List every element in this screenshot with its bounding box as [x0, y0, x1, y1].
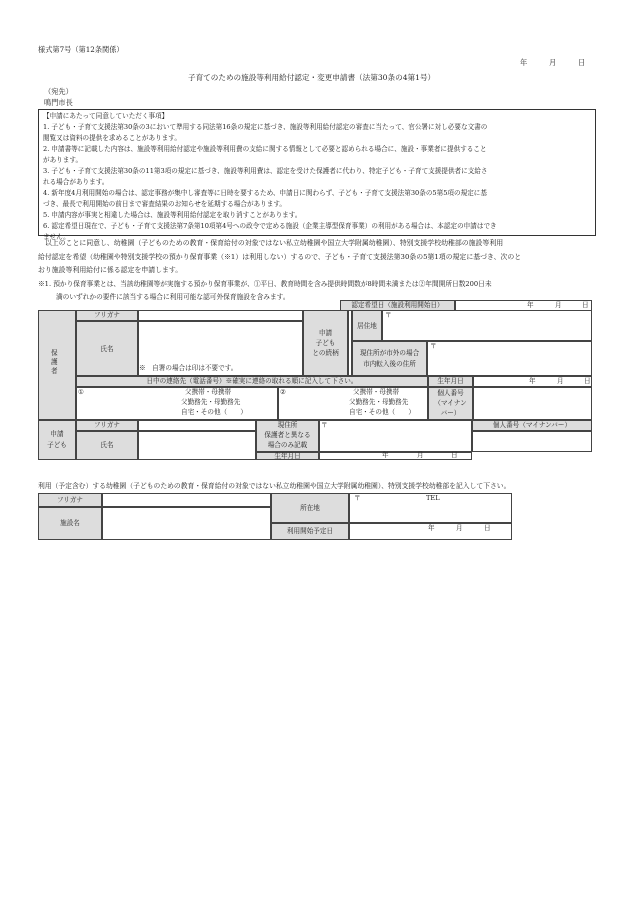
- facility-start-label: 利用開始予定日: [271, 523, 349, 540]
- postal-mark: 〒: [430, 342, 437, 350]
- facility-furigana-label: フリガナ: [38, 493, 102, 507]
- child-address-text: 現住所: [277, 421, 298, 429]
- contact-option: 父勤務先・母勤務先: [181, 398, 241, 406]
- child-mynumber-label: 個人番号（マイナンバー）: [472, 420, 592, 431]
- start-month-label: 月: [456, 524, 463, 532]
- consent-line: 4. 新年度4月利用開始の場合は、認定事務が集中し審査等に日時を要するため、申請日に関わらず、子ども・子育て支援法第30条の5第5項の規定に基: [43, 189, 487, 197]
- child-furigana-input[interactable]: [138, 420, 256, 431]
- child-furigana-label: フリガナ: [76, 420, 138, 431]
- contact-2[interactable]: [278, 387, 428, 420]
- child-label: 子ども: [47, 441, 67, 449]
- relation-label-cell: [303, 310, 348, 376]
- child-name-input[interactable]: [138, 431, 256, 460]
- form-number: 様式第7号（第12条関係）: [38, 45, 124, 54]
- relation-label: 申請: [318, 329, 333, 337]
- mynumber-label: バー）: [440, 409, 461, 417]
- facility-name-input[interactable]: [102, 507, 271, 540]
- date-month: 月: [549, 58, 557, 67]
- contact-option: 父携帯・母携帯: [185, 388, 232, 396]
- address-label: 居住地: [352, 310, 382, 341]
- intro-line: 以上のことに同意し、幼稚園（子どものための教育・保育給付の対象ではない私立幼稚園や国立大学附属幼稚園）、特別支援学校幼稚部の施設等利用: [38, 239, 504, 247]
- date-year: 年: [520, 58, 528, 67]
- moving-in-label-cell: [352, 341, 427, 376]
- consent-line: ません。: [43, 233, 70, 241]
- child-name-label: 氏名: [76, 431, 138, 460]
- tel-label: TEL: [426, 494, 440, 502]
- guardian-label: 保護者: [51, 349, 58, 375]
- facility-name-label: 施設名: [38, 507, 102, 540]
- guardian-birth-label: 生年月日: [428, 376, 473, 387]
- relation-label: 子ども: [315, 339, 336, 347]
- facility-location-label: 所在地: [271, 493, 349, 523]
- contact-1[interactable]: [76, 387, 278, 420]
- consent-line: れる場合があります。: [43, 178, 109, 186]
- intro-note: ※1. 預かり保育事業とは、当該幼稚園等が実施する預かり保育事業が、①平日、教育時間を含み提供時間数が8時間未満または②年間開所日数200日未: [38, 279, 492, 288]
- consent-list: [43, 122, 497, 243]
- desired-month-label: 月: [555, 301, 562, 309]
- facility-location-input[interactable]: [349, 493, 512, 523]
- child-birth-year: 年: [382, 451, 389, 459]
- guardian-mynumber-input[interactable]: [473, 387, 592, 420]
- consent-box: [38, 109, 596, 241]
- child-birth-label: 生年月日: [256, 452, 319, 460]
- child-address-input[interactable]: [319, 420, 472, 452]
- child-address-text: 場合のみ記載: [267, 441, 308, 449]
- start-day-label: 日: [484, 524, 491, 532]
- contact-2-number: ②: [280, 388, 286, 396]
- addressee-mayor: 鳴門市長: [44, 98, 73, 107]
- intro-line: 給付認定を希望（幼稚園や特別支援学校の預かり保育事業（※1）は利用しない）するので、子ども・子育て支援法第30条の5第1項の規定に基づき、次のと: [38, 252, 522, 261]
- consent-heading: 【申請にあたって同意していただく事項】: [43, 112, 169, 120]
- birth-year-label: 年: [529, 377, 536, 385]
- contact-option: 自宅・その他（ ）: [181, 408, 247, 416]
- contact-option: 父勤務先・母勤務先: [349, 398, 409, 406]
- desired-year-label: 年: [527, 301, 534, 309]
- mynumber-label: 個人番号: [437, 389, 464, 397]
- addressee-prefix: （宛先）: [44, 87, 73, 96]
- guardian-birth-input[interactable]: [473, 376, 592, 387]
- child-address-text: 保護者と異なる: [264, 431, 311, 439]
- postal-mark: 〒: [321, 421, 328, 429]
- guardian-furigana-label: フリガナ: [76, 310, 138, 321]
- consent-line: 3. 子ども・子育て支援法第30条の11第3項の規定に基づき、施設等利用費は、認定を受けた保護者に代わり、特定子ども・子育て支援提供者に支給さ: [43, 167, 488, 175]
- moving-in-label: 市内転入後の住所: [363, 360, 416, 368]
- moving-in-label: 現住所が市外の場合: [359, 349, 420, 357]
- contact-1-number: ①: [78, 388, 84, 396]
- child-mynumber-input[interactable]: [472, 431, 592, 452]
- child-label-cell: [38, 420, 76, 460]
- consent-line: づき、最長で利用開始の前日まで審査結果のお知らせを延期する場合があります。: [43, 200, 286, 208]
- birth-month-label: 月: [557, 377, 564, 385]
- child-birth-day: 日: [451, 451, 458, 459]
- consent-line: 6. 認定希望日現在で、子ども・子育て支援法第7条第10項第4号への政令で定める施設（企業主導型保育事業）の利用がある場合は、本認定の申請はでき: [43, 222, 497, 230]
- contact-heading: 日中の連絡先（電話番号）※確実に連絡の取れる順に記入して下さい。: [76, 376, 428, 387]
- facility-furigana-input[interactable]: [102, 493, 271, 507]
- postal-mark: 〒: [385, 311, 392, 319]
- contact-option: 父携帯・母携帯: [353, 388, 400, 396]
- relation-label: との続柄: [312, 349, 339, 357]
- page-title: 子育てのための施設等利用給付認定・変更申請書（法第30条の4第1号）: [188, 73, 436, 82]
- birth-day-label: 日: [584, 377, 591, 385]
- consent-line: 5. 申請内容が事実と相違した場合は、施設等利用給付認定を取り消すことがあります。: [43, 211, 302, 219]
- guardian-furigana-input[interactable]: [138, 310, 303, 321]
- contact-option: 自宅・その他（ ）: [349, 408, 415, 416]
- consent-line: 2. 申請書等に記載した内容は、施設等利用給付認定や施設等利用費の支給に関する情報として必要と認められる場合に、施設・事業者に提供すること: [43, 145, 487, 153]
- intro-line: おり施設等利用給付に係る認定を申請します。: [38, 266, 183, 274]
- facility-start-input[interactable]: [349, 523, 512, 540]
- guardian-label-cell: [38, 310, 76, 420]
- consent-line: 閲覧又は資料の提供を求めることがあります。: [43, 134, 181, 142]
- facility-instruction: 利用（予定含む）する幼稚園（子どものための教育・保育給付の対象ではない私立幼稚園や国立大学附属幼稚園）、特別支援学校幼稚部を記入して下さい。: [38, 482, 511, 490]
- guardian-mynumber-label: [428, 387, 473, 420]
- guardian-name-label: 氏名: [76, 321, 138, 376]
- date-day: 日: [578, 58, 586, 67]
- child-birth-month: 月: [417, 451, 424, 459]
- consent-line: 1. 子ども・子育て支援法第30条の3において準用する同法第16条の規定に基づき、施設等利用給付認定の審査に当たって、官公署に対し必要な文書の: [43, 123, 488, 131]
- start-year-label: 年: [428, 524, 435, 532]
- desired-day-label: 日: [582, 301, 589, 309]
- desired-date-label: 認定希望日（施設利用開始日）: [340, 300, 455, 311]
- intro-paragraph: [38, 237, 521, 305]
- child-birth-input[interactable]: [319, 452, 472, 460]
- postal-mark: 〒: [354, 494, 361, 502]
- moving-in-input[interactable]: [427, 341, 592, 376]
- mynumber-label: （マイナン: [434, 399, 467, 407]
- intro-note: 満のいずれかの要件に該当する場合に利用可能な認可外保育施設を含みます。: [56, 293, 290, 301]
- consent-line: があります。: [43, 156, 83, 164]
- address-input[interactable]: [382, 310, 592, 341]
- guardian-name-input[interactable]: [138, 321, 303, 376]
- child-address-label: [256, 420, 319, 452]
- child-label: 申請: [50, 430, 64, 438]
- seal-note: ※ 自署の場合は印は不要です。: [139, 364, 238, 372]
